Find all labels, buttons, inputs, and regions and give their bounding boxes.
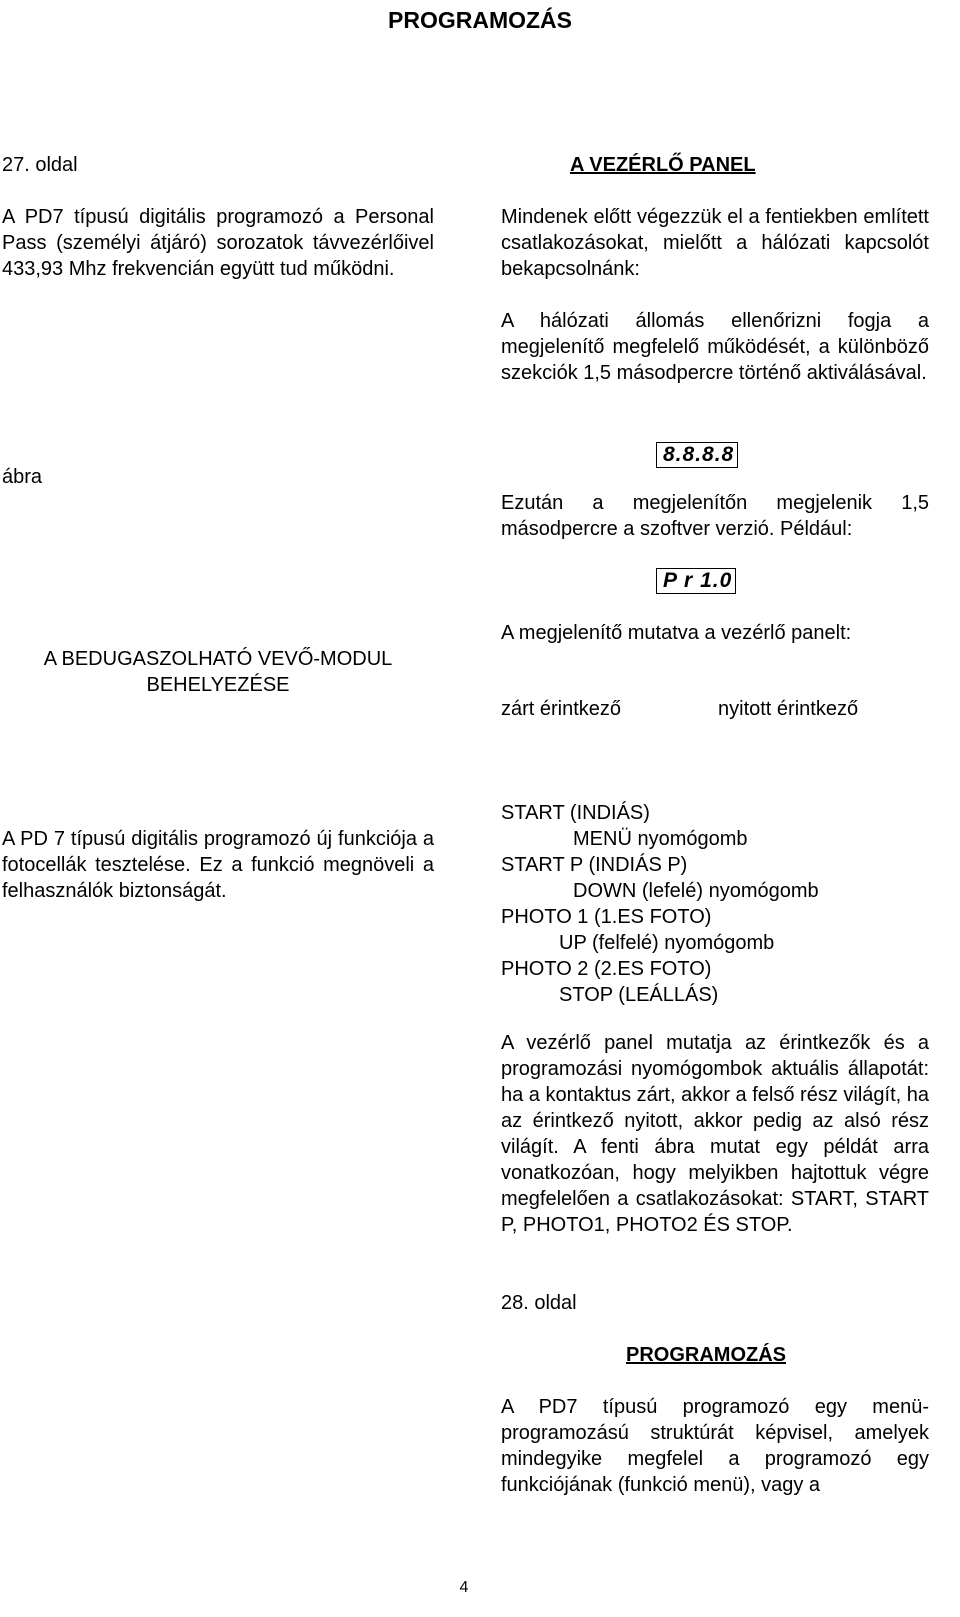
paragraph-connections: Mindenek előtt végezzük el a fentiekben említett csatlakozásokat, mielőtt a hálózati kapcsolót bekapcsolnánk: xyxy=(501,206,929,280)
paragraph-display-check: A hálózati állomás ellenőrizni fogja a megjelenítő megfelelő működését, a különböző szekciók 1,5 másodpercre történő aktiválásával. xyxy=(501,310,929,384)
page-reference-28: 28. oldal xyxy=(501,1292,577,1314)
paragraph-software-version: Ezután a megjelenítőn megjelenik 1,5 másodpercre a szoftver verzió. Például: xyxy=(501,492,929,540)
module-caption-line2: BEHELYEZÉSE xyxy=(146,674,290,696)
paragraph-menu-structure: A PD7 típusú programozó egy menü-programozású struktúrát képvisel, amelyek mindegyike megfelel a programozó egy funkciójának (funkció menü), vagy a xyxy=(501,1396,929,1496)
display-software-version: P r 1.0 xyxy=(656,568,736,594)
module-caption xyxy=(2,646,434,698)
menu-item-name: PHOTO 1 (1.ES FOTO) xyxy=(501,906,712,928)
page-reference-27: 27. oldal xyxy=(2,154,78,176)
menu-item-description: STOP (LEÁLLÁS) xyxy=(559,984,719,1006)
section-title-programming: PROGRAMOZÁS xyxy=(626,1344,786,1366)
intro-paragraph: A PD7 típusú digitális programozó a Personal Pass (személyi átjáró) sorozatok távvezérlőivel 433,93 Mhz frekvencián együtt tud működni. xyxy=(2,206,434,280)
menu-item-description: UP (felfelé) nyomógomb xyxy=(559,932,775,954)
page-number: 4 xyxy=(459,1579,469,1596)
menu-item-description: DOWN (lefelé) nyomógomb xyxy=(573,880,819,902)
menu-item-description: MENÜ nyomógomb xyxy=(573,828,748,850)
paragraph-panel-intro: A megjelenítő mutatva a vezérlő panelt: xyxy=(501,622,852,644)
menu-item-name: START (INDIÁS) xyxy=(501,802,650,824)
photocell-paragraph: A PD 7 típusú digitális programozó új funkciója a fotocellák tesztelése. Ez a funkció megnöveli a felhasználók biztonságát. xyxy=(2,828,434,902)
page-title: PROGRAMOZÁS xyxy=(388,7,572,33)
display-segments-test: 8.8.8.8 xyxy=(656,442,738,468)
module-caption-line1: A BEDUGASZOLHATÓ VEVŐ-MODUL xyxy=(43,648,393,670)
open-contact-label: nyitott érintkező xyxy=(718,698,859,720)
menu-item-name: START P (INDIÁS P) xyxy=(501,854,688,876)
menu-item-name: PHOTO 2 (2.ES FOTO) xyxy=(501,958,712,980)
closed-contact-label: zárt érintkező xyxy=(501,698,622,720)
panel-button-list xyxy=(501,800,929,1008)
section-title-control-panel: A VEZÉRLŐ PANEL xyxy=(570,154,756,176)
paragraph-panel-state: A vezérlő panel mutatja az érintkezők és a programozási nyomógombok aktuális állapotát: ha a kontaktus zárt, akkor a felső rész világít, ha az érintkező nyitott, akkor pedig az alsó rész világít. A fenti ábra mutat egy példát arra vonatkozóan, hogy melyikben hajtottuk végre megfelelően a csatlakozásokat: START, START P, PHOTO1, PHOTO2 ÉS STOP. xyxy=(501,1032,929,1236)
figure-label: ábra xyxy=(2,466,43,488)
